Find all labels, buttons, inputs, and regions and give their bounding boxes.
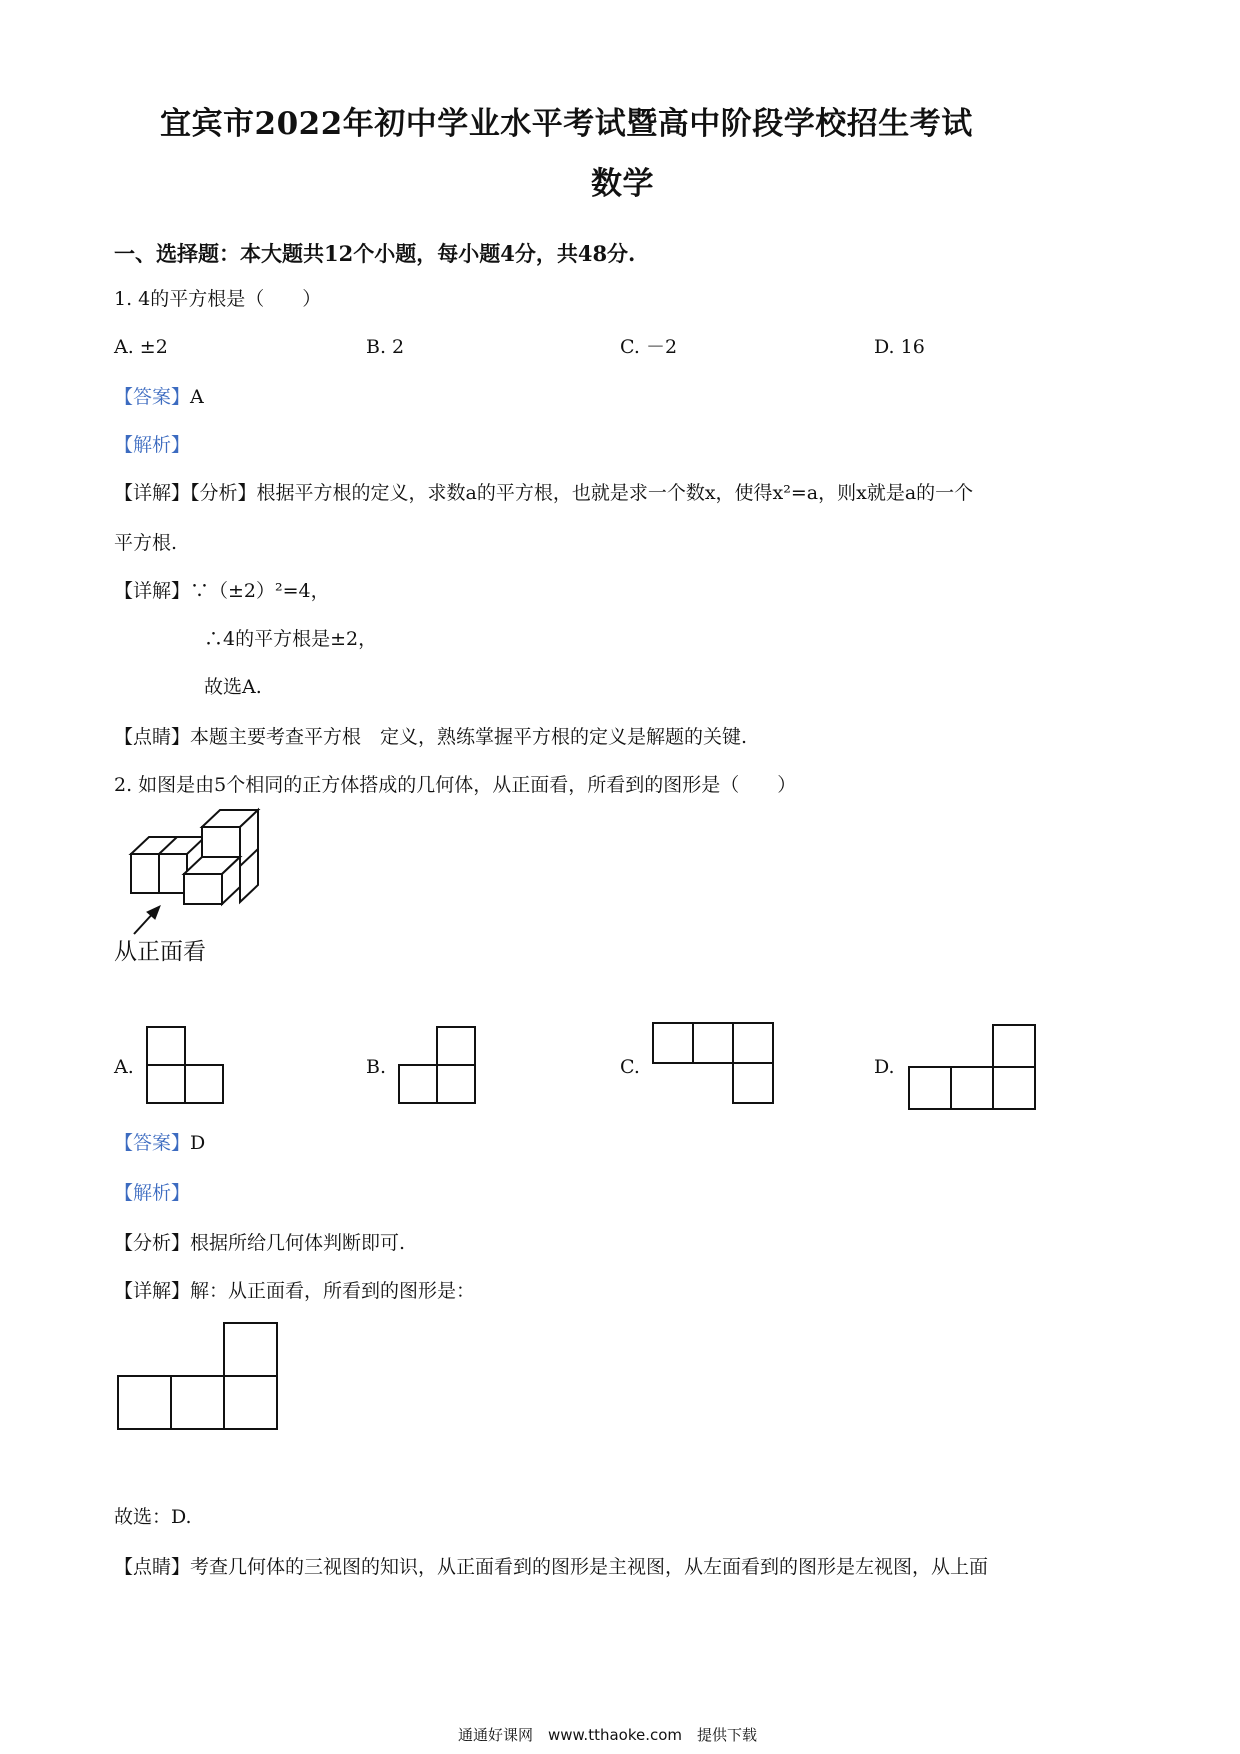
q2-option-d-figure <box>908 1024 1038 1110</box>
q2-option-a-label: A. <box>114 1056 134 1078</box>
q2-option-d-label: D. <box>874 1056 895 1078</box>
q2-option-c-label: C. <box>620 1056 640 1078</box>
q1-analysis-tag: 【解析】 <box>114 434 191 456</box>
answer-value: D <box>190 1132 206 1154</box>
analysis-tag: 【分析】 <box>114 1232 191 1254</box>
detail-tag: 【详解】【分析】 <box>114 482 257 504</box>
q2-answer <box>114 1134 205 1153</box>
q1-solve-line1 <box>114 582 330 601</box>
solve-text: ∵（±2）²=4， <box>190 580 330 602</box>
page-footer: 通通好课网 www.tthaoke.com 提供下载 <box>458 1726 758 1744</box>
q1-answer <box>114 388 204 407</box>
q1-detail-line2: 平方根. <box>114 532 178 554</box>
comment-tag: 【点睛】 <box>114 726 191 748</box>
solve-tag: 【详解】 <box>114 1280 191 1302</box>
q1-option-a: A. ±2 <box>114 336 168 358</box>
subject-title: 数学 <box>591 166 654 202</box>
q2-stem: 2. 如图是由5个相同的正方体搭成的几何体，从正面看，所看到的图形是（ ） <box>114 774 797 796</box>
q1-solve-line3: 故选A. <box>204 676 262 698</box>
q1-option-b: B. 2 <box>366 336 405 358</box>
q1-comment <box>114 728 747 747</box>
q2-solve <box>114 1282 475 1301</box>
answer-tag: 【答案】 <box>114 1132 191 1154</box>
answer-tag: 【答案】 <box>114 386 191 408</box>
answer-value: A <box>190 386 204 408</box>
q2-solution-figure <box>116 1322 281 1434</box>
page-title: 宜宾市2022年初中学业水平考试暨高中阶段学校招生考试 <box>160 106 973 142</box>
comment-text: 考查几何体的三视图的知识，从正面看到的图形是主视图，从左面看到的图形是左视图，从上面 <box>190 1556 989 1578</box>
section-heading: 一、选择题：本大题共12个小题，每小题4分，共48分. <box>114 241 636 266</box>
q2-option-c-figure <box>652 1022 772 1108</box>
figure-caption: 从正面看 <box>114 939 206 965</box>
analysis-text: 根据所给几何体判断即可. <box>190 1232 406 1254</box>
q2-choose: 故选：D. <box>114 1506 192 1528</box>
detail-text: 根据平方根的定义，求数a的平方根，也就是求一个数x，使得x²=a，则x就是a的一个 <box>256 482 974 504</box>
solve-text: 解：从正面看，所看到的图形是： <box>190 1280 476 1302</box>
solve-tag: 【详解】 <box>114 580 191 602</box>
q1-solve-line2: ∴4的平方根是±2， <box>204 628 378 650</box>
q2-comment <box>114 1558 988 1577</box>
q2-option-a-figure <box>146 1026 226 1106</box>
q2-option-b-figure <box>398 1026 478 1106</box>
q1-option-c: C. －2 <box>620 336 678 358</box>
q1-option-d: D. 16 <box>874 336 925 358</box>
comment-tag: 【点睛】 <box>114 1556 191 1578</box>
q2-analysis <box>114 1234 405 1253</box>
comment-text: 本题主要考查平方根 定义，熟练掌握平方根的定义是解题的关键. <box>190 726 748 748</box>
q1-detail-line1 <box>114 484 973 503</box>
q2-analysis-tag: 【解析】 <box>114 1182 191 1204</box>
q2-option-b-label: B. <box>366 1056 387 1078</box>
q1-stem: 1. 4的平方根是（ ） <box>114 288 322 310</box>
